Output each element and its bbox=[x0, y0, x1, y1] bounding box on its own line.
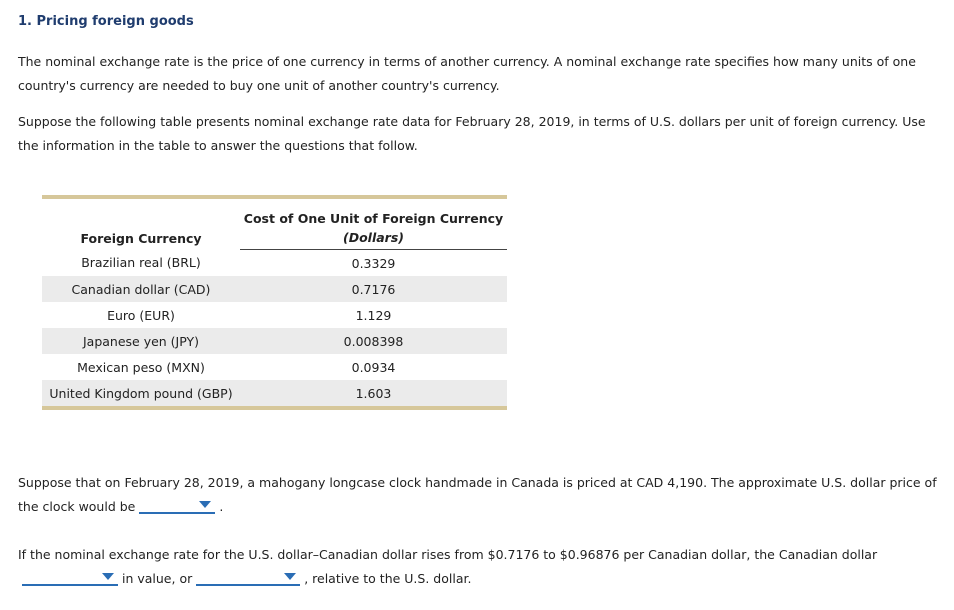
currency-cell: Japanese yen (JPY) bbox=[42, 328, 240, 354]
question-title: 1. Pricing foreign goods bbox=[18, 14, 194, 29]
col-header-currency: Foreign Currency bbox=[80, 230, 202, 246]
currency-cell: Mexican peso (MXN) bbox=[77, 359, 205, 375]
clock-price-dropdown[interactable] bbox=[139, 498, 215, 514]
table-row bbox=[42, 354, 507, 380]
cost-cell: 1.129 bbox=[355, 307, 392, 323]
table-row bbox=[42, 380, 507, 406]
cost-cell: 0.7176 bbox=[240, 276, 507, 302]
question-clock-text: Suppose that on February 28, 2019, a mahogany longcase clock handmade in Canada is priced at CAD 4,190. The approximate U.S. dollar price of the clock would be bbox=[18, 475, 937, 514]
table-row bbox=[42, 250, 507, 277]
cost-cell: 0.0934 bbox=[351, 359, 396, 375]
question-appreciation-after: , relative to the U.S. dollar. bbox=[304, 571, 472, 586]
question-clock-period: . bbox=[219, 499, 224, 514]
cost-cell: 1.603 bbox=[240, 380, 507, 406]
question-appreciation-mid: in value, or bbox=[121, 571, 193, 586]
currency-cell: Brazilian real (BRL) bbox=[81, 255, 201, 271]
table-row bbox=[42, 276, 507, 302]
currency-cell: Euro (EUR) bbox=[107, 307, 175, 323]
table-row bbox=[42, 328, 507, 354]
question-appreciation bbox=[18, 543, 938, 591]
chevron-down-icon bbox=[284, 573, 296, 580]
value-change-dropdown[interactable] bbox=[22, 570, 118, 586]
cost-cell: 0.008398 bbox=[240, 328, 507, 354]
chevron-down-icon bbox=[102, 573, 114, 580]
question-appreciation-text: If the nominal exchange rate for the U.S. dollar–Canadian dollar rises from $0.7176 to $0.96876 per Canadian dollar, the Canadian dollar bbox=[18, 547, 878, 562]
currency-cell: Canadian dollar (CAD) bbox=[42, 276, 240, 302]
col-header-cost: Cost of One Unit of Foreign Currency bbox=[243, 211, 504, 226]
exchange-rate-table bbox=[42, 195, 507, 410]
intro-paragraph-1: The nominal exchange rate is the price of one currency in terms of another currency. A nominal exchange rate specifies how many units of one country's currency are needed to buy one unit of another country's currency. bbox=[18, 54, 916, 93]
chevron-down-icon bbox=[199, 501, 211, 508]
appreciation-dropdown[interactable] bbox=[196, 570, 300, 586]
cost-cell: 0.3329 bbox=[351, 255, 396, 271]
col-subheader-dollars: (Dollars) bbox=[240, 230, 507, 250]
intro-paragraph-2: Suppose the following table presents nominal exchange rate data for February 28, 2019, in terms of U.S. dollars per unit of foreign currency. Use the information in the table to answer the questions that follow. bbox=[18, 114, 926, 153]
currency-cell: United Kingdom pound (GBP) bbox=[42, 380, 240, 406]
table-row bbox=[42, 302, 507, 328]
question-clock-price bbox=[18, 471, 938, 519]
